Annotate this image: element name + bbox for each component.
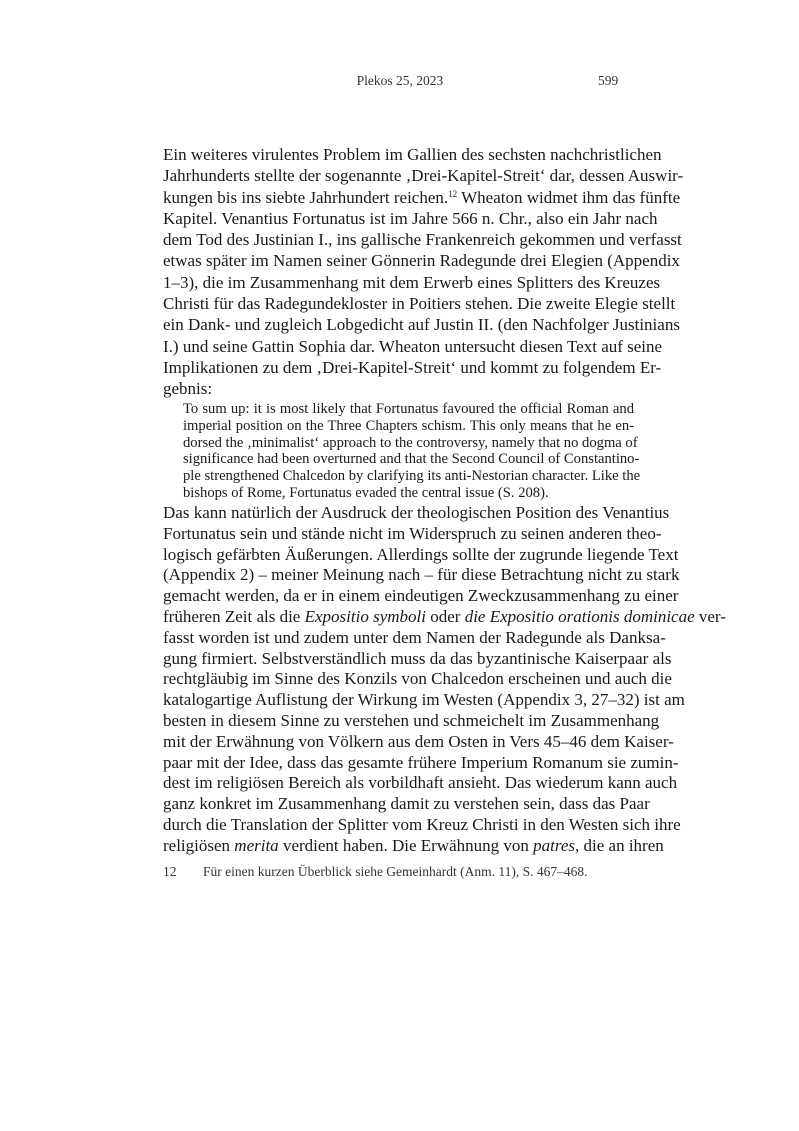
text-line <box>183 434 638 452</box>
text-segment: Implikationen zu dem ‚Drei-Kapitel-Streit‘ und kommt zu folgendem Er- <box>163 357 662 377</box>
text-line <box>163 187 681 208</box>
text-segment: früheren Zeit als die <box>163 606 305 626</box>
text-segment: logisch gefärbten Äußerungen. Allerdings sollte der zugrunde liegende Text <box>163 544 679 564</box>
text-segment: ver- <box>694 606 726 626</box>
text-segment: kungen bis ins siebte Jahrhundert reichen. <box>163 187 449 207</box>
text-line <box>163 336 663 357</box>
text-line <box>183 401 634 418</box>
page-number: 599 <box>598 73 619 88</box>
text-segment: 1–3), die im Zusammenhang mit dem Erwerb eines Splitters des Kreuzes <box>163 272 661 292</box>
text-line <box>163 378 634 399</box>
text-segment: etwas später im Namen seiner Gönnerin Radegunde drei Elegien (Appendix <box>163 251 680 271</box>
text-line <box>163 752 679 774</box>
text-line <box>163 794 650 815</box>
text-segment: Jahrhunderts stellte der sogenannte ‚Drei-Kapitel-Streit‘ dar, dessen Auswir- <box>163 166 684 186</box>
text-segment: gemacht werden, da er in einem eindeutigen Zweckzusammenhang zu einer <box>163 586 679 606</box>
paragraph-1 <box>163 144 684 400</box>
text-line <box>183 485 634 502</box>
text-segment: religiösen <box>163 835 235 855</box>
text-line <box>163 144 662 165</box>
footnote-number: 12 <box>163 864 177 879</box>
text-segment: katalogartige Auflistung der Wirkung im Westen (Appendix 3, 27–32) ist am <box>163 690 685 710</box>
text-line <box>183 451 640 468</box>
text-line <box>163 648 672 670</box>
italic-text: die Expositio orationis dominicae <box>464 606 695 626</box>
text-line <box>163 523 662 545</box>
text-line <box>163 314 680 335</box>
text-line <box>163 293 676 314</box>
text-line <box>163 586 679 607</box>
text-line <box>163 669 672 690</box>
text-segment: oder <box>425 606 465 626</box>
text-line <box>163 229 682 250</box>
text-segment: ein Dank- und zugleich Lobgedicht auf Justin II. (den Nachfolger Justinians <box>163 315 680 335</box>
text-line <box>183 418 634 435</box>
text-segment: ple strengthened Chalcedon by clarifying its anti-Nestorian character. Like the <box>183 468 641 485</box>
running-title: Plekos 25, 2023 <box>356 73 444 88</box>
italic-text: Expositio symboli <box>304 606 426 626</box>
text-segment: (Appendix 2) – meiner Meinung nach – für diese Betrachtung nicht zu stark <box>163 565 680 585</box>
text-line <box>163 357 662 378</box>
text-line <box>163 731 674 753</box>
text-segment: ganz konkret im Zusammenhang damit zu verstehen sein, dass das Paar <box>163 794 650 814</box>
text-line <box>163 627 666 649</box>
text-segment: mit der Erwähnung von Völkern aus dem Osten in Vers 45–46 dem Kaiser- <box>163 731 674 751</box>
text-segment: Wheaton widmet ihm das fünfte <box>457 187 681 207</box>
italic-text: patres <box>533 835 576 855</box>
text-segment: paar mit der Idee, dass das gesamte frühere Imperium Romanum sie zumin- <box>163 752 679 772</box>
text-segment: verdient haben. Die Erwähnung von <box>278 835 534 855</box>
text-line <box>183 468 641 485</box>
text-line <box>163 250 680 271</box>
text-segment: Ein weiteres virulentes Problem im Gallien des sechsten nachchristlichen <box>163 145 662 164</box>
text-line <box>163 710 660 732</box>
text-line <box>163 503 670 524</box>
text-line <box>163 544 679 566</box>
text-segment: imperial position on the Three Chapters schism. This only means that he en- <box>183 417 634 434</box>
text-segment: significance had been overturned and that the Second Council of Constantino- <box>183 451 640 468</box>
text-line <box>163 835 664 857</box>
text-segment: dest im religiösen Bereich als vorbildhaft ansieht. Das wiederum kann auch <box>163 773 678 793</box>
text-line <box>163 208 658 229</box>
text-segment: Kapitel. Venantius Fortunatus ist im Jahre 566 n. Chr., also ein Jahr nach <box>163 208 658 228</box>
footnote-text: Für einen kurzen Überblick siehe Gemeinhardt (Anm. 11), S. 467–468. <box>203 864 588 879</box>
text-segment: Fortunatus sein und stände nicht im Widerspruch zu seinen anderen theo- <box>163 523 662 543</box>
text-line <box>163 773 678 794</box>
text-segment: Christi für das Radegundekloster in Poitiers stehen. Die zweite Elegie stellt <box>163 294 676 314</box>
text-segment: I.) und seine Gattin Sophia dar. Wheaton untersucht diesen Text auf seine <box>163 336 663 356</box>
italic-text: merita <box>234 835 279 855</box>
text-line <box>163 565 680 586</box>
paragraph-2 <box>163 503 726 857</box>
text-segment: bishops of Rome, Fortunatus evaded the central issue (S. 208). <box>183 484 549 501</box>
text-segment: Das kann natürlich der Ausdruck der theologischen Position des Venantius <box>163 503 670 522</box>
text-line <box>163 690 685 711</box>
text-segment: rechtgläubig im Sinne des Konzils von Chalcedon erscheinen und auch die <box>163 669 672 689</box>
text-segment: gung firmiert. Selbstverständlich muss da das byzantinische Kaiserpaar als <box>163 648 672 668</box>
text-segment: dem Tod des Justinian I., ins gallische Frankenreich gekommen und verfasst <box>163 230 682 250</box>
text-segment: besten in diesem Sinne zu verstehen und schmeichelt im Zusammenhang <box>163 710 660 730</box>
text-segment: gebnis: <box>163 379 213 399</box>
text-segment: dorsed the ‚minimalist‘ approach to the controversy, namely that no dogma of <box>183 434 638 451</box>
block-quote <box>183 401 641 502</box>
text-segment: To sum up: it is most likely that Fortunatus favoured the official Roman and <box>183 401 634 417</box>
text-segment: durch die Translation der Splitter vom Kreuz Christi in den Westen sich ihre <box>163 814 681 834</box>
text-line <box>163 165 684 186</box>
text-line <box>163 272 661 293</box>
text-segment: fasst worden ist und zudem unter dem Namen der Radegunde als Danksa- <box>163 627 666 647</box>
text-line <box>163 606 726 628</box>
text-segment: , die an ihren <box>575 835 664 855</box>
footnote-ref: 12 <box>448 188 458 199</box>
text-line <box>163 814 681 836</box>
